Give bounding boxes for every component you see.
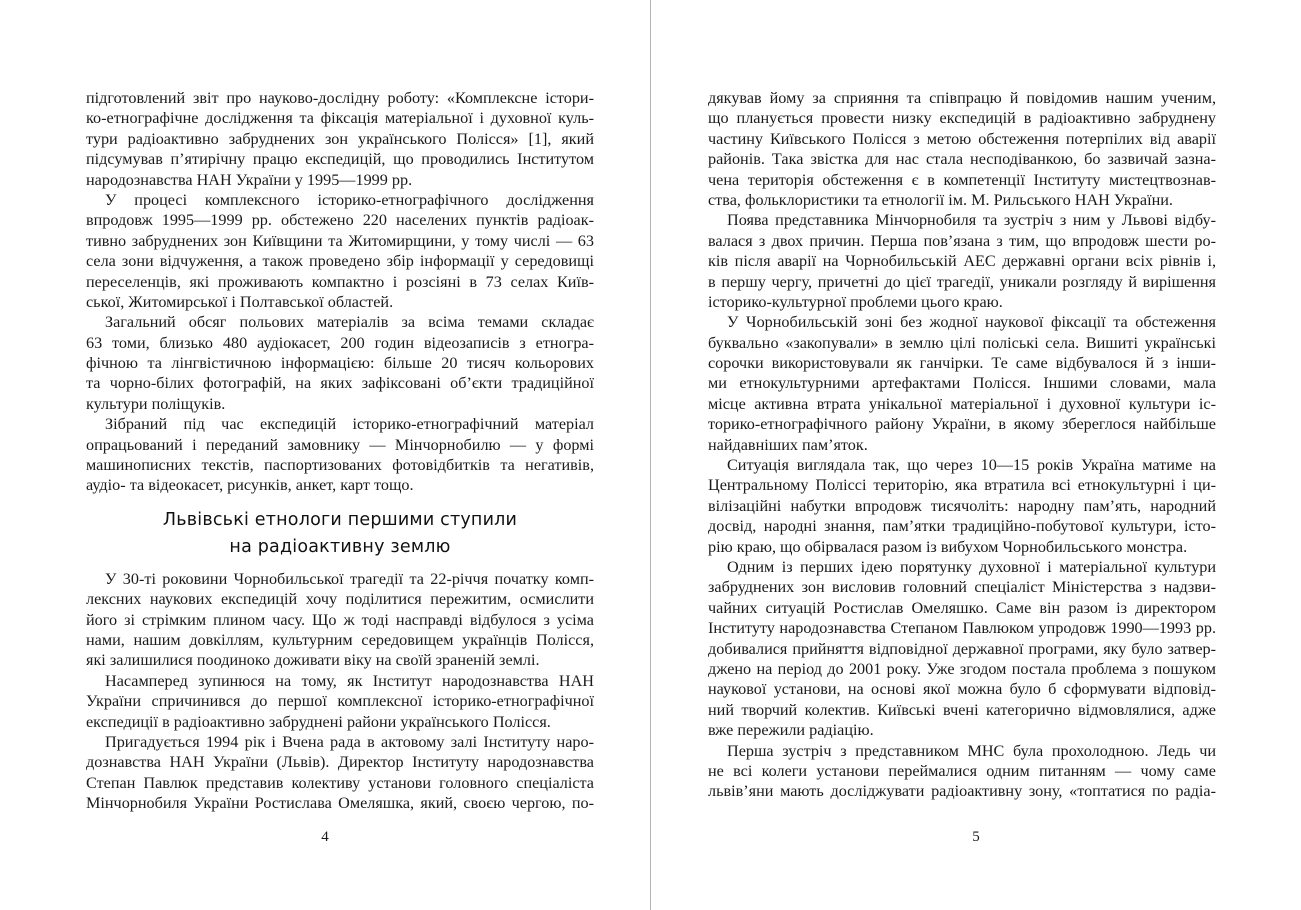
left-page <box>0 0 650 910</box>
text-line: нами, нашим довкіллям, культурним середовищем українців Полісся, <box>86 630 594 649</box>
right-page <box>651 0 1301 910</box>
text-line: рію краю, що обірвалася разом із вибухом Чорнобильського монстра. <box>708 537 1188 556</box>
text-line: які залишилися поодиноко доживати віку на своїй зраненій землі. <box>86 651 540 670</box>
text-line: ний творчий колектив. Київські вчені категорично відмовлялися, адже <box>708 700 1216 719</box>
text-line: дякував йому за сприяння та співпрацю й повідомив нашим ученим, <box>708 89 1216 107</box>
text-line: в першу чергу, причетні до цієї трагедії, уникали розгляду й вирішення <box>708 272 1216 291</box>
text-line: ко-етнографічне дослідження та фіксація матеріальної і духовної куль- <box>86 109 594 128</box>
text-line: фічною та лінгвістичною інформацією: більше 20 тисяч кольорових <box>86 354 594 373</box>
text-line: культури поліщуків. <box>86 394 226 413</box>
text-line: його зі стрімким плином часу. Що ж тоді насправді відбулося з усіма <box>86 610 594 629</box>
text-line: досвід, народні знання, пам’ятки традиційно-побутової культури, істо- <box>708 517 1216 536</box>
right-page-text <box>708 88 1216 802</box>
text-line: добивалися прийняття відповідної державної програми, яку було затвер- <box>708 639 1216 658</box>
text-line: що планується провести низку експедицій в радіоактивно забруднену <box>708 109 1216 128</box>
text-line: У Чорнобильській зоні без жодної наукової фіксації та обстеження <box>727 313 1216 332</box>
text-line: підготовлений звіт про науково-дослідну роботу: «Комплексне істори- <box>86 89 594 107</box>
text-line: Центральному Поліссі територію, яка втратила всі етнокультурні і ци- <box>708 476 1216 495</box>
text-line: експедиції в радіоактивно забруднені райони українського Полісся. <box>86 712 551 731</box>
text-line: забруднених зон висловив головний спеціаліст Міністерства з надзви- <box>708 578 1216 597</box>
text-line: лексних наукових експедицій хочу поділитися пережитим, осмислити <box>86 590 594 609</box>
text-line: та чорно-білих фотографій, на яких зафіксовані об’єкти традиційної <box>86 374 594 393</box>
text-line: України спричинився до першої комплексної історико-етнографічної <box>86 692 594 711</box>
text-line: тури радіоактивно забруднених зон українського Полісся» [1], який <box>86 129 594 148</box>
text-line: У 30-ті роковини Чорнобильської трагедії та 22-річчя початку комп- <box>105 569 594 588</box>
text-line: ської, Житомирської і Полтавської областей. <box>86 292 394 311</box>
text-line: Одним із перших ідею порятунку духовної і матеріальної культури <box>727 557 1216 576</box>
left-page-text <box>86 88 594 814</box>
text-line: Загальний обсяг польових матеріалів за всіма темами складає <box>105 313 594 332</box>
text-line: тивно забруднених зон Київщини та Житомирщини, у тому числі — 63 <box>86 231 594 250</box>
section-heading <box>86 507 594 561</box>
text-line: Перша зустріч з представником МНС була прохолодною. Ледь чи <box>727 741 1216 760</box>
text-line: валася з двох причин. Перша пов’язана з тим, що впродовж шести ро- <box>708 231 1216 250</box>
text-line: 63 томи, близько 480 аудіокасет, 200 годин відеозаписів з етногра- <box>86 333 594 352</box>
text-line: Мінчорнобиля України Ростислава Омеляшка, який, своєю чергою, по- <box>86 794 594 813</box>
text-line: львів’яни мають досліджувати радіоактивну зону, «топтатися по радіа- <box>708 782 1216 801</box>
text-line: вже пережили радіацію. <box>708 721 874 740</box>
text-line: Ситуація виглядала так, що через 10—15 років Україна матиме на <box>727 456 1216 475</box>
text-line: народознавства НАН України у 1995—1999 рр. <box>86 170 413 189</box>
text-line: дознавства НАН України (Львів). Директор Інституту народознавства <box>86 753 594 772</box>
section-heading-line-2: на радіоактивну землю <box>229 536 451 557</box>
text-line: місце активна втрата унікальної матеріальної і духовної культури іс- <box>708 394 1216 413</box>
text-line: сорочки використовували як ганчірки. Те саме відбувалося й з інши- <box>708 354 1216 373</box>
text-line: найдавніших пам’яток. <box>708 435 868 454</box>
text-line: аудіо- та відеокасет, рисунків, анкет, карт тощо. <box>86 476 414 495</box>
text-line: вілізаційні набутки впродовж тисячоліть: народну пам’ять, народний <box>708 496 1216 515</box>
text-line: джено на період до 2001 року. Уже згодом постала проблема з пошуком <box>708 659 1216 678</box>
text-line: частину Київського Полісся з метою обстеження потерпілих від аварії <box>708 129 1216 148</box>
text-line: наукової установи, на основі якої можна було б сформувати відповід- <box>708 680 1216 699</box>
text-line: опрацьований і переданий замовнику — Мінчорнобилю — у формі <box>86 435 594 454</box>
text-line: Поява представника Мінчорнобиля та зустріч з ним у Львові відбу- <box>727 211 1216 230</box>
text-line: торико-етнографічного району України, в якому збереглося найбільше <box>708 415 1216 434</box>
page-number-left: 4 <box>321 829 329 845</box>
text-line: машинописних текстів, паспортизованих фотовідбитків та негативів, <box>86 456 594 475</box>
text-line: У процесі комплексного історико-етнографічного дослідження <box>105 190 594 209</box>
page-number-right: 5 <box>972 829 980 845</box>
text-line: Зібраний під час експедицій історико-етнографічний матеріал <box>105 415 594 434</box>
text-line: Степан Павлюк представив колективу установи головного спеціаліста <box>86 773 594 792</box>
text-line: впродовж 1995—1999 рр. обстежено 220 населених пунктів радіоак- <box>86 211 594 230</box>
text-line: чена територія обстеження є в компетенції Інституту мистецтвознав- <box>708 170 1216 189</box>
text-line: Інституту народознавства Степаном Павлюком упродовж 1990—1993 рр. <box>708 619 1216 638</box>
text-line: районів. Така звістка для нас стала несподіванкою, бо зазвичай зазна- <box>708 150 1216 169</box>
text-line: буквально «закопували» в землю цілі поліські села. Вишиті українські <box>708 333 1216 352</box>
text-line: села зони відчуження, а також проведено збір інформації у середовищі <box>86 252 594 271</box>
text-line: ми етнокультурними артефактами Полісся. Іншими словами, мала <box>708 374 1216 393</box>
text-line: не всі колеги установи переймалися одним питанням — чому саме <box>708 761 1216 780</box>
text-line: ків після аварії на Чорнобильській АЕС державні органи всіх рівнів і, <box>708 252 1216 271</box>
text-line: Насамперед зупинюся на тому, як Інститут народознавства НАН <box>105 671 594 690</box>
text-line: чайних ситуацій Ростислав Омеляшко. Саме він разом із директором <box>708 598 1216 617</box>
section-heading-line-1: Львівські етнологи першими ступили <box>162 509 518 530</box>
text-line: ства, фольклористики та етнології ім. М. Рильського НАН України. <box>708 190 1173 209</box>
text-line: переселенців, які проживають компактно і розсіяні в 73 селах Київ- <box>86 272 594 291</box>
text-line: Пригадується 1994 рік і Вчена рада в актовому залі Інституту наро- <box>105 732 594 751</box>
text-line: підсумував п’ятирічну працю експедицій, що проводились Інститутом <box>86 150 594 169</box>
text-line: історико-культурної проблеми цього краю. <box>708 292 1003 311</box>
